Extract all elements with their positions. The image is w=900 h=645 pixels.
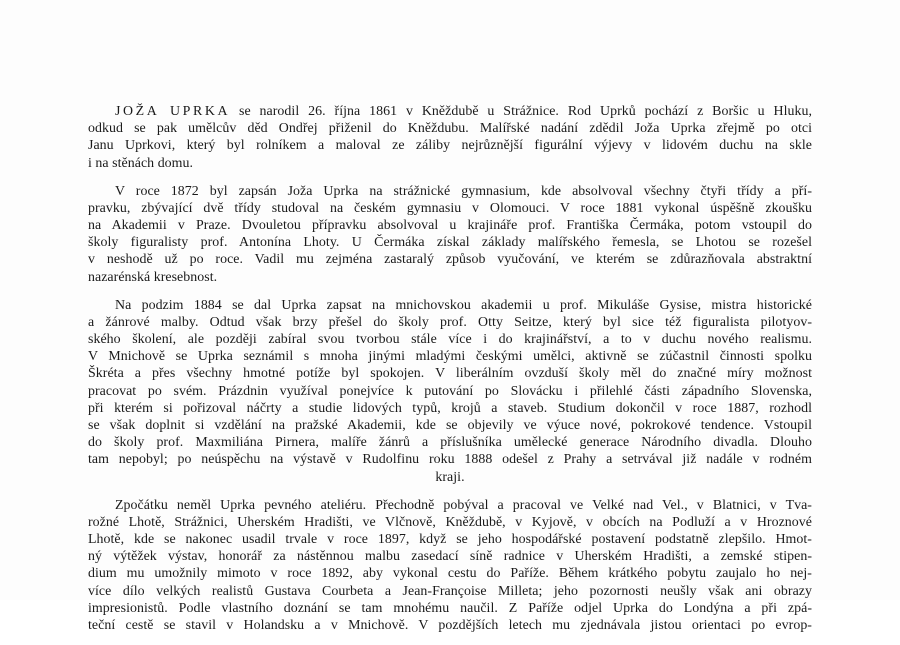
paragraph	[88, 103, 812, 172]
text-line: ského školení, ale později zabíral svou tvorbou stále více i do krajinářství, a to v duchu nového realismu.	[88, 332, 812, 348]
text-line: a žánrové malby. Odtud však brzy přešel do školy prof. Otty Seitze, který byl sice též figuralista pilotyov-	[88, 314, 812, 330]
text-line: do školy prof. Maxmiliána Pirnera, malíře žánrů a příslušníka umělecké generace Národního divadla. Dlouho	[88, 435, 812, 451]
text-line: Zpočátku neměl Uprka pevného ateliéru. Přechodně pobýval a pracoval ve Velké nad Vel., v Blatnici, v Tva-	[115, 497, 812, 513]
text-line: na Akademii v Praze. Dvouletou přípravku absolvoval u krajináře prof. Františka Čermáka, potom vstoupil do	[88, 218, 812, 234]
text-line: teční cestě se stavil v Holandsku a v Mnichově. V pozdějších letech mu zjednávala jistou orientaci po evrop-	[88, 618, 812, 634]
document-body	[88, 103, 812, 645]
paragraph	[88, 297, 812, 486]
paragraph	[88, 183, 812, 286]
text-line: Janu Uprkovi, který byl rolníkem a maloval ze záliby nejrůznější figurální výjevy v lidovém duchu na skle	[88, 138, 812, 154]
text-line-content: se narodil 26. října 1861 v Kněždubě u Strážnice. Rod Uprků pochází z Boršic u Hluku,	[230, 104, 812, 119]
text-line	[88, 103, 812, 120]
text-line: pracovat po svém. Prázdnin využíval ponejvíce k putování po Slovácku i přilehlé části západního Slovenska,	[88, 383, 812, 399]
text-line: V Mnichově se Uprka seznámil s mnoha jinými mladými českými umělci, aktivně se zúčastnil činnosti spolku	[88, 349, 812, 365]
text-line: i na stěnách domu.	[88, 155, 194, 171]
paragraph	[88, 497, 812, 635]
text-line: tam nepobyl; po neúspěchu na výstavě v Rudolfinu roku 1888 odešel z Prahy a setrvával již nadále v rodném	[88, 452, 812, 468]
text-line: rožné Lhotě, Strážnici, Uherském Hradišti, ve Vlčnově, Kněždubě, v Kyjově, v obcích na Podluží a v Hroznové	[88, 514, 812, 530]
text-line: dium mu umožnily mimoto v roce 1892, aby vykonal cestu do Paříže. Během krátkého pobytu zaujalo ho nej-	[88, 566, 812, 582]
text-line: v neshodě už po roce. Vadil mu zejména zastaralý způsob vyučování, ve kterém se zdůrazňovala abstraktní	[88, 252, 812, 268]
author-name: JOŽA UPRKA	[115, 104, 231, 119]
text-line: impresionistů. Podle vlastního doznání se tam mnohému naučil. Z Paříže odjel Uprka do Londýna a při zpá-	[88, 600, 812, 616]
text-line: ný výtěžek výstav, honorář za nástěnnou malbu zasedací síně radnice v Uherském Hradišti, a zemské stipen-	[88, 549, 812, 565]
text-line: při kterém si pořizoval náčrty a studie lidových typů, krojů a staveb. Studium dokončil v roce 1887, rozhodl	[88, 400, 812, 416]
text-line: pravku, zbývající dvě třídy studoval na českém gymnasiu v Olomouci. V roce 1881 vykonal úspěšně zkoušku	[88, 200, 812, 216]
text-line: odkud se pak umělcův děd Ondřej přiženil do Kněždubu. Malířské nadání zdědil Joža Uprka zřejmě po otci	[88, 121, 812, 137]
text-line: Škréta a přes všechny hmotné potíže byl spokojen. V liberálním ovzduší školy měl do značné míry možnost	[88, 366, 812, 382]
text-line: nazarénská kresebnost.	[88, 269, 218, 285]
text-line: Na podzim 1884 se dal Uprka zapsat na mnichovskou akademii u prof. Mikuláše Gysise, mistra historické	[115, 297, 812, 313]
text-line: školy figuralisty prof. Antonína Lhoty. U Čermáka získal základy malířského řemesla, se Lhotou se rozešel	[88, 235, 812, 251]
text-line: V roce 1872 byl zapsán Joža Uprka na strážnické gymnasium, kde absolvoval všechny čtyři třídy a pří-	[115, 183, 812, 199]
text-line: se však doplnit si vzdělání na pražské Akademii, kde se objevily ve výuce nové, pokrokové tendence. Vstoupil	[88, 418, 812, 434]
text-line: Lhotě, kde se nakonec usadil trvale v roce 1897, když se jeho hospodářské postavení podstatně zlepšilo. Hmot-	[88, 532, 812, 548]
text-line: více dílo velkých realistů Gustava Courbeta a Jean-Françoise Milleta; jeho pozornosti neušly však ani obrazy	[88, 583, 812, 599]
text-line: kraji.	[435, 469, 465, 485]
